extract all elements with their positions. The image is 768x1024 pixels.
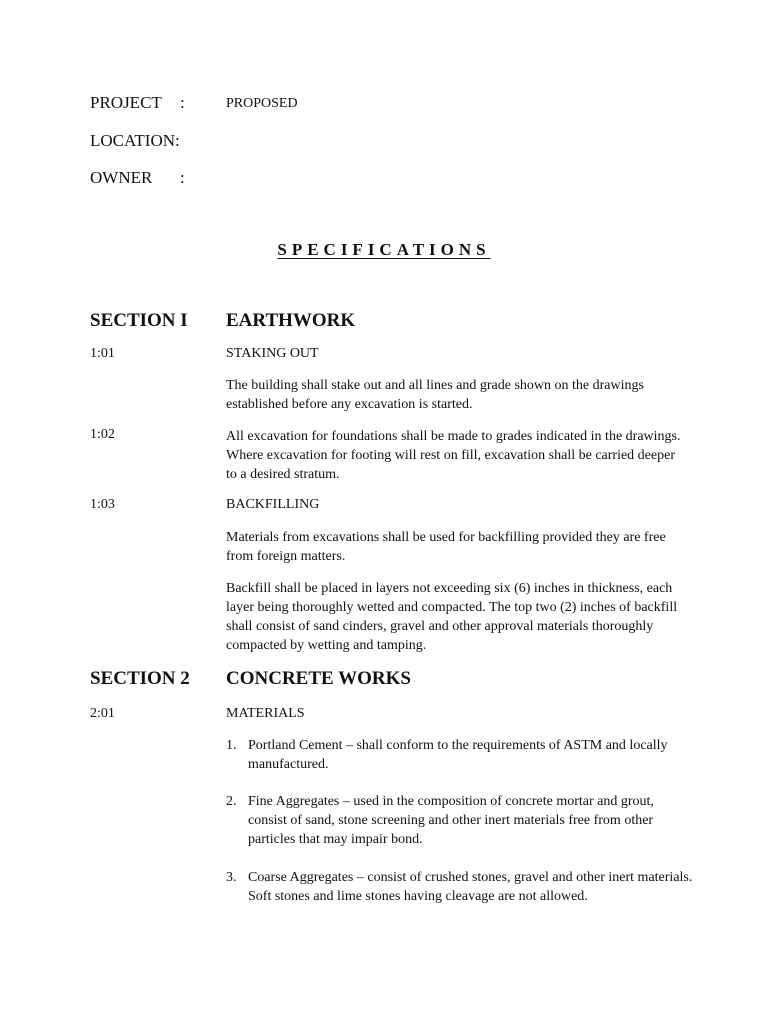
list-item: [226, 736, 696, 774]
list-item: [226, 792, 696, 849]
project-value: PROPOSED: [226, 96, 298, 111]
list-item-number: 3.: [226, 870, 237, 885]
section-2-title: CONCRETE WORKS: [226, 668, 411, 689]
clause-1-02-text: All excavation for foundations shall be made to grades indicated in the drawings. Where excavation for footing will rest on fill, excavation shall be carried deeper to a desired stratum.: [226, 429, 681, 482]
document-title: SPECIFICATIONS: [277, 240, 491, 259]
clause-1-02-number: 1:02: [90, 427, 115, 442]
list-item: [226, 868, 696, 906]
clause-1-01-text: The building shall stake out and all lines and grade shown on the drawings established before any excavation is started.: [226, 378, 644, 412]
location-label: LOCATION:: [90, 131, 180, 150]
list-item-number: 1.: [226, 738, 237, 753]
section-1-label: SECTION I: [90, 310, 188, 331]
clause-1-01-heading: STAKING OUT: [226, 346, 319, 361]
project-label: PROJECT: [90, 93, 162, 112]
clause-2-01-heading: MATERIALS: [226, 706, 305, 721]
owner-label: OWNER: [90, 168, 153, 187]
list-item-text: Fine Aggregates – used in the composition of concrete mortar and grout, consist of sand, stone screening and other inert materials free from other particles that may impair bond.: [248, 794, 654, 847]
owner-colon: :: [180, 168, 185, 187]
project-colon: :: [180, 93, 185, 112]
clause-1-03-text-2: Backfill shall be placed in layers not exceeding six (6) inches in thickness, each layer being thoroughly wetted and compacted. The top two (2) inches of backfill shall consist of sand cinders, gravel and other approval materials thoroughly compacted by wetting and tamping.: [226, 581, 678, 653]
section-2-label: SECTION 2: [90, 668, 190, 689]
section-1-title: EARTHWORK: [226, 310, 356, 331]
clause-1-01-number: 1:01: [90, 346, 115, 361]
list-item-text: Portland Cement – shall conform to the requirements of ASTM and locally manufactured.: [248, 738, 668, 772]
list-item-number: 2.: [226, 794, 237, 809]
clause-1-03-number: 1:03: [90, 497, 115, 512]
clause-1-03-text-1: Materials from excavations shall be used for backfilling provided they are free from foreign matters.: [226, 530, 666, 564]
list-item-text: Coarse Aggregates – consist of crushed stones, gravel and other inert materials. Soft stones and lime stones having cleavage are not allowed.: [248, 870, 693, 904]
clause-1-03-heading: BACKFILLING: [226, 497, 320, 512]
clause-2-01-number: 2:01: [90, 706, 115, 721]
